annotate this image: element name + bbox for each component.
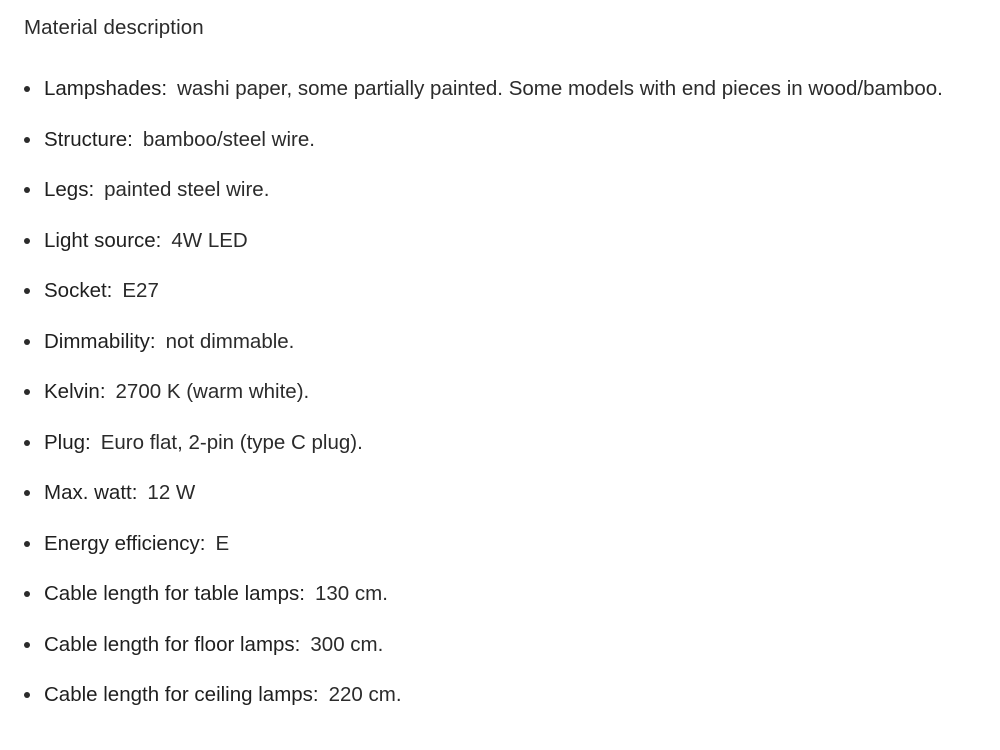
spec-item-cable-length-floor bbox=[0, 630, 943, 681]
spec-label: Legs: bbox=[44, 178, 95, 201]
bullet-icon bbox=[24, 440, 30, 446]
spec-item-energy-efficiency bbox=[0, 529, 943, 580]
spec-value: 300 cm. bbox=[310, 632, 384, 656]
spec-item-max-watt bbox=[0, 478, 943, 529]
spec-item-dimmability bbox=[0, 327, 943, 378]
spec-item-kelvin bbox=[0, 377, 943, 428]
spec-value: 220 cm. bbox=[328, 683, 402, 706]
bullet-icon bbox=[24, 137, 30, 143]
bullet-icon bbox=[24, 339, 30, 345]
spec-item-cable-length-ceiling bbox=[0, 680, 943, 731]
bullet-icon bbox=[24, 591, 30, 597]
spec-item-plug bbox=[0, 428, 943, 479]
spec-label: Structure: bbox=[44, 127, 133, 151]
spec-label: Cable length for table lamps: bbox=[44, 582, 305, 605]
spec-label: Lampshades: bbox=[44, 77, 168, 100]
spec-value: 12 W bbox=[147, 481, 196, 504]
bullet-icon bbox=[24, 288, 30, 294]
bullet-icon bbox=[24, 541, 30, 547]
spec-value: 130 cm. bbox=[314, 582, 388, 605]
spec-value: not dimmable. bbox=[165, 329, 295, 353]
spec-label: Plug: bbox=[44, 430, 91, 454]
spec-value: painted steel wire. bbox=[104, 178, 270, 201]
bullet-icon bbox=[24, 389, 30, 395]
spec-list bbox=[0, 74, 943, 731]
spec-value: 4W LED bbox=[171, 228, 248, 252]
spec-value: bamboo/steel wire. bbox=[142, 127, 315, 151]
spec-label: Light source: bbox=[44, 228, 162, 252]
spec-value: E27 bbox=[122, 279, 159, 302]
spec-item-light-source bbox=[0, 226, 943, 277]
spec-value: Euro flat, 2-pin (type C plug). bbox=[100, 430, 363, 454]
spec-item-socket bbox=[0, 276, 943, 327]
spec-value: 2700 K (warm white). bbox=[115, 380, 310, 403]
bullet-icon bbox=[24, 692, 30, 698]
spec-value: washi paper, some partially painted. Some models with end pieces in wood/bamboo. bbox=[177, 77, 943, 100]
spec-item-lampshades bbox=[0, 74, 943, 125]
spec-label: Kelvin: bbox=[44, 380, 106, 403]
bullet-icon bbox=[24, 187, 30, 193]
bullet-icon bbox=[24, 490, 30, 496]
spec-label: Dimmability: bbox=[44, 329, 156, 353]
bullet-icon bbox=[24, 238, 30, 244]
spec-label: Max. watt: bbox=[44, 481, 138, 504]
spec-label: Cable length for floor lamps: bbox=[44, 632, 301, 656]
section-title: Material description bbox=[24, 16, 204, 39]
spec-value: E bbox=[215, 531, 230, 555]
bullet-icon bbox=[24, 86, 30, 92]
spec-label: Cable length for ceiling lamps: bbox=[44, 683, 319, 706]
spec-item-cable-length-table bbox=[0, 579, 943, 630]
spec-label: Energy efficiency: bbox=[44, 531, 206, 555]
bullet-icon bbox=[24, 642, 30, 648]
spec-label: Socket: bbox=[44, 279, 113, 302]
spec-item-legs bbox=[0, 175, 943, 226]
spec-item-structure bbox=[0, 125, 943, 176]
